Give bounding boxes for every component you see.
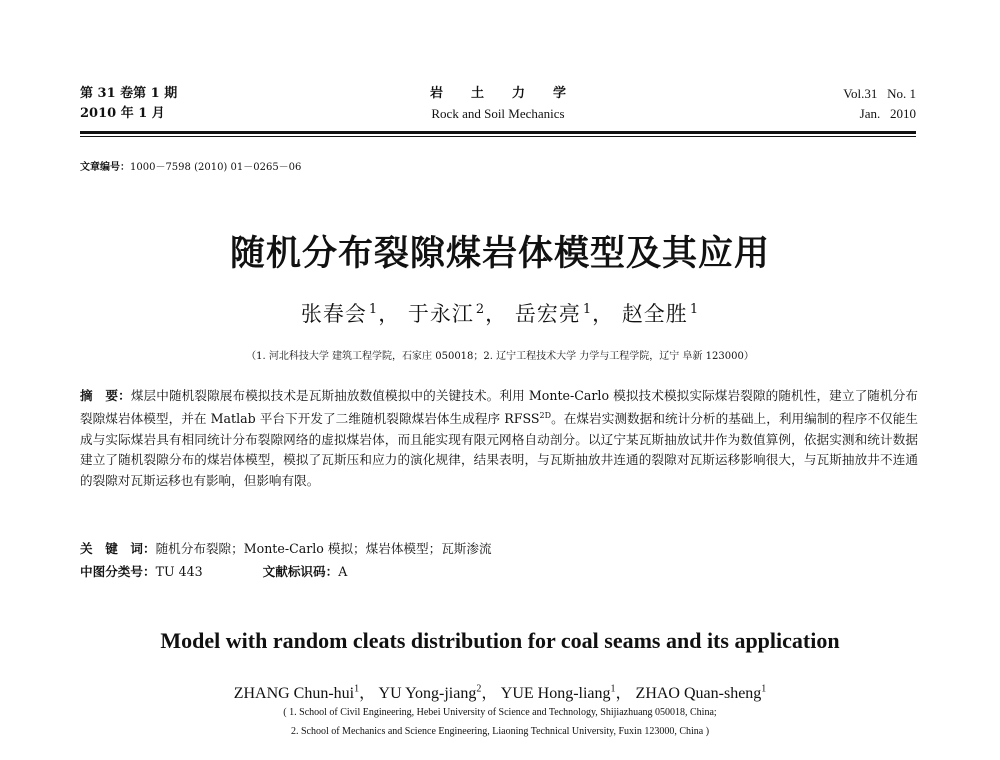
journal-name-en: Rock and Soil Mechanics <box>431 106 565 121</box>
keywords <box>80 538 492 557</box>
article-id-label: 文章编号： <box>80 162 130 173</box>
abstract-cn <box>80 386 918 491</box>
header-rule-thin <box>80 136 916 137</box>
abstract-text-2: 。在煤岩实测数据和统计分析的基础上，利用编制的程序不仅能生成与实际煤岩具有相同统计分布裂隙网络的虚拟煤岩体，而且能实现有限元网格自动剖分。以辽宁某瓦斯抽放试井作为数值算例，依据实测和统计数据建立了随机裂隙分布的煤岩体模型，模拟了瓦斯压和应力的演化规律，结果表明，与瓦斯抽放井连通的裂隙对瓦斯运移影响很大，与瓦斯抽放井不连通的裂隙对瓦斯运移也有影响，但影响有限。 <box>80 411 919 488</box>
running-header <box>80 84 916 124</box>
abstract-sup: 2D <box>539 411 552 421</box>
article-id-value: 1000－7598 (2010) 01－0265－06 <box>130 162 302 173</box>
volume-en: Vol.31 No. 1 <box>843 86 916 101</box>
title-cn: 随机分布裂隙煤岩体模型及其应用 <box>229 234 770 274</box>
authors-cn <box>0 298 1000 328</box>
author-en: YU Yong-jiang$^2$， <box>378 683 498 702</box>
clc-value: TU 443 <box>155 564 203 579</box>
author-en: YUE Hong-liang$^1$， <box>500 683 632 702</box>
issue-cn: 第 31 卷第 1 期 <box>80 86 178 101</box>
date-en: Jan. 2010 <box>859 106 916 121</box>
affiliation-en-2: 2. School of Mechanics and Science Engineering, Liaoning Technical University, Fuxin 123000, China ) <box>290 726 710 737</box>
author-en: ZHAO Quan-sheng$^1$ <box>635 683 767 702</box>
author-en: ZHANG Chun-hui$^1$， <box>233 683 376 702</box>
affiliation-cn: （1. 河北科技大学 建筑工程学院，石家庄 050018；2. 辽宁工程技术大学 力学与工程学院，辽宁 阜新 123000） <box>246 351 754 362</box>
journal-name-cn: 岩土力学 <box>429 86 594 101</box>
header-rule-thick <box>80 131 916 134</box>
author-cn: 岳宏亮 $^1$， <box>514 302 615 326</box>
header-center <box>80 84 916 124</box>
author-cn: 张春会 $^1$， <box>300 302 401 326</box>
keywords-text: 随机分布裂隙；Monte-Carlo 模拟；煤岩体模型；瓦斯渗流 <box>155 541 492 556</box>
abstract-text-1: 煤层中随机裂隙展布模拟技术是瓦斯抽放数值模拟中的关键技术。利用 Monte-Carlo 模拟技术模拟实际煤岩裂隙的随机性，建立了随机分布裂隙煤岩体模型，并在 Matlab 平台下开发了二维随机裂隙煤岩体生成程序 RFSS <box>80 388 919 427</box>
abstract-label: 摘 要： <box>80 388 131 403</box>
title-en: Model with random cleats distribution for coal seams and its application <box>160 628 840 653</box>
article-id <box>80 158 301 173</box>
author-cn: 赵全胜 $^1$ <box>621 302 700 326</box>
header-right <box>843 84 916 124</box>
author-cn: 于永江 $^2$， <box>407 302 508 326</box>
authors-en <box>0 680 1000 703</box>
keywords-label: 关 键 词： <box>80 541 156 556</box>
doc-code-label: 文献标识码： <box>262 564 339 579</box>
classification <box>80 561 580 580</box>
doc-code-value: A <box>338 564 348 579</box>
clc-label: 中图分类号： <box>80 564 156 579</box>
affiliation-en-1: ( 1. School of Civil Engineering, Hebei University of Science and Technology, Shijiazhuang 050018, China; <box>283 707 717 718</box>
date-cn: 2010 年 1 月 <box>80 106 165 121</box>
